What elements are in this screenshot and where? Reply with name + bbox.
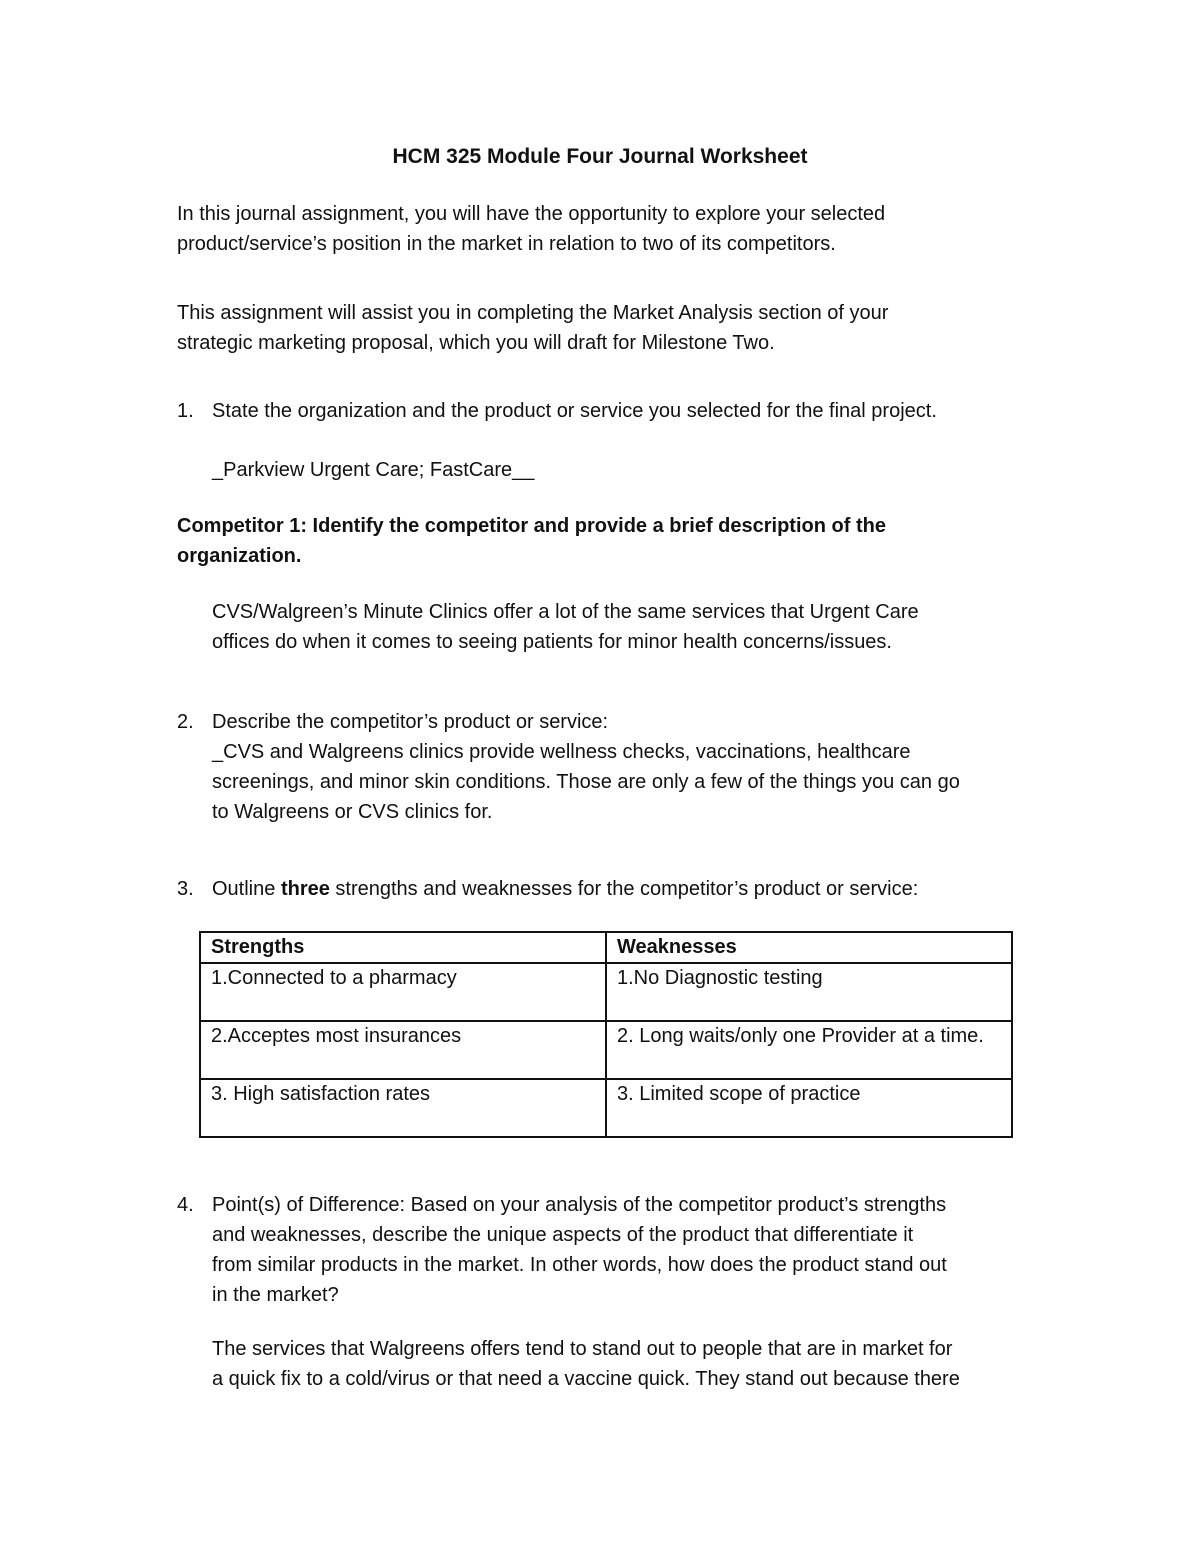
assist-line-2: strategic marketing proposal, which you will draft for Milestone Two. xyxy=(177,332,775,354)
q1-answer: _Parkview Urgent Care; FastCare__ xyxy=(212,459,535,481)
competitor1-answer xyxy=(212,597,1032,657)
q2-number: 2. xyxy=(177,711,194,733)
q2-question: Describe the competitor’s product or service: xyxy=(212,711,609,733)
competitor1-answer-line-1: CVS/Walgreen’s Minute Clinics offer a lot of the same services that Urgent Care xyxy=(212,601,919,623)
q3-number: 3. xyxy=(177,878,194,900)
weaknesses-header: Weaknesses xyxy=(606,932,1012,963)
q4-answer-line-1: The services that Walgreens offers tend to stand out to people that are in market for xyxy=(212,1338,953,1360)
q4-number: 4. xyxy=(177,1194,194,1216)
q1-question: State the organization and the product or service you selected for the final project. xyxy=(212,400,937,422)
table-row xyxy=(200,1021,1012,1079)
table-row xyxy=(200,963,1012,1021)
competitor1-heading xyxy=(177,511,1037,571)
weakness-cell: 3. Limited scope of practice xyxy=(606,1079,1012,1137)
q2-answer-line-3: to Walgreens or CVS clinics for. xyxy=(212,801,493,823)
weakness-cell: 2. Long waits/only one Provider at a time. xyxy=(606,1021,1012,1079)
competitor1-answer-line-2: offices do when it comes to seeing patients for minor health concerns/issues. xyxy=(212,631,892,653)
strength-cell: 1.Connected to a pharmacy xyxy=(200,963,606,1021)
intro-line-1: In this journal assignment, you will have the opportunity to explore your selected xyxy=(177,203,886,225)
document-title: HCM 325 Module Four Journal Worksheet xyxy=(392,145,808,168)
q4-question xyxy=(212,1190,1032,1310)
intro-paragraph xyxy=(177,199,1037,259)
table-row xyxy=(200,1079,1012,1137)
table-header-row xyxy=(200,932,1012,963)
q2-answer-line-1: _CVS and Walgreens clinics provide wellness checks, vaccinations, healthcare xyxy=(212,741,911,763)
q2-block xyxy=(212,707,1032,827)
intro-line-2: product/service’s position in the market in relation to two of its competitors. xyxy=(177,233,836,255)
q3-question-pre: Outline xyxy=(212,878,281,900)
weakness-cell: 1.No Diagnostic testing xyxy=(606,963,1012,1021)
q4-answer xyxy=(212,1334,1032,1394)
strengths-weaknesses-table xyxy=(199,931,1013,1138)
competitor1-heading-line-2: organization. xyxy=(177,545,302,567)
q3-question-post: strengths and weaknesses for the competitor’s product or service: xyxy=(329,878,919,900)
strength-cell: 2.Acceptes most insurances xyxy=(200,1021,606,1079)
q3-question xyxy=(212,874,1032,904)
competitor1-heading-line-1: Competitor 1: Identify the competitor and provide a brief description of the xyxy=(177,515,886,537)
strength-cell: 3. High satisfaction rates xyxy=(200,1079,606,1137)
assist-paragraph xyxy=(177,298,1037,358)
q4-question-line-1: Point(s) of Difference: Based on your analysis of the competitor product’s strengths xyxy=(212,1194,947,1216)
q1-number: 1. xyxy=(177,400,194,422)
q4-question-line-4: in the market? xyxy=(212,1284,339,1306)
q4-answer-line-2: a quick fix to a cold/virus or that need a vaccine quick. They stand out because there xyxy=(212,1368,960,1390)
strengths-header: Strengths xyxy=(200,932,606,963)
q3-question-bold: three xyxy=(280,878,330,900)
assist-line-1: This assignment will assist you in completing the Market Analysis section of your xyxy=(177,302,889,324)
q2-answer-line-2: screenings, and minor skin conditions. Those are only a few of the things you can go xyxy=(212,771,960,793)
q4-question-line-3: from similar products in the market. In other words, how does the product stand out xyxy=(212,1254,947,1276)
q4-question-line-2: and weaknesses, describe the unique aspects of the product that differentiate it xyxy=(212,1224,914,1246)
